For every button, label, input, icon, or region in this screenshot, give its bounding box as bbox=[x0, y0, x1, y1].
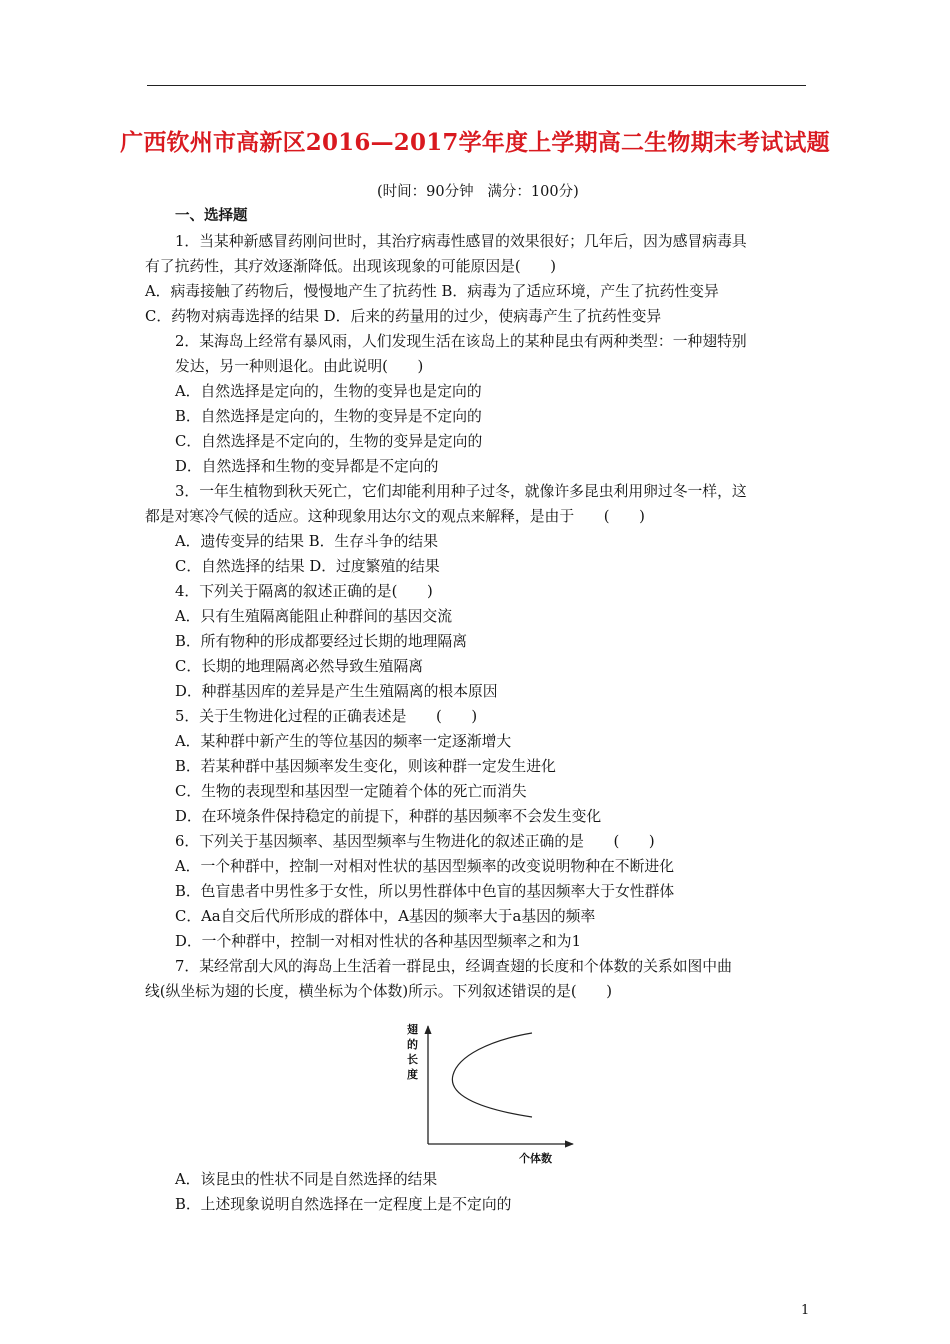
text-line: A．一个种群中，控制一对相对性状的基因型频率的改变说明物种在不断进化 bbox=[175, 858, 674, 875]
question-body-continued bbox=[145, 1167, 813, 1217]
y-axis-label-2: 的 bbox=[407, 1038, 418, 1051]
exam-time-info: (时间：90分钟 满分：100分) bbox=[377, 184, 579, 200]
wing-length-figure bbox=[395, 1018, 595, 1168]
text-line: 线(纵坐标为翅的长度，横坐标为个体数)所示。下列叙述错误的是( ) bbox=[145, 983, 613, 1000]
question-lines bbox=[145, 229, 813, 1004]
y-axis-label-4: 度 bbox=[407, 1068, 418, 1081]
text-line: C．自然选择的结果 D．过度繁殖的结果 bbox=[175, 558, 440, 575]
text-line: C．药物对病毒选择的结果 D．后来的药量用的过少，使病毒产生了抗药性变异 bbox=[145, 308, 662, 325]
x-axis-label: 个体数 bbox=[519, 1152, 552, 1165]
text-line: A．只有生殖隔离能阻止种群间的基因交流 bbox=[175, 608, 453, 625]
distribution-curve bbox=[452, 1033, 532, 1117]
text-line: 都是对寒冷气候的适应。这种现象用达尔文的观点来解释，是由于 ( ) bbox=[145, 508, 645, 525]
text-line: B．色盲患者中男性多于女性，所以男性群体中色盲的基因频率大于女性群体 bbox=[175, 883, 675, 900]
y-axis-label-1: 翅 bbox=[407, 1023, 418, 1036]
text-line: C．生物的表现型和基因型一定随着个体的死亡而消失 bbox=[175, 783, 527, 800]
text-line: 有了抗药性，其疗效逐渐降低。出现该现象的可能原因是( ) bbox=[145, 258, 557, 275]
text-line: A．某种群中新产生的等位基因的频率一定逐渐增大 bbox=[175, 733, 512, 750]
text-line: B．自然选择是定向的，生物的变异是不定向的 bbox=[175, 408, 482, 425]
text-line: 2．某海岛上经常有暴风雨，人们发现生活在该岛上的某种昆虫有两种类型：一种翅特别 bbox=[175, 333, 747, 350]
text-line: C．长期的地理隔离必然导致生殖隔离 bbox=[175, 658, 424, 675]
text-line: A．病毒接触了药物后，慢慢地产生了抗药性 B．病毒为了适应环境，产生了抗药性变异 bbox=[145, 283, 719, 300]
text-line: C．Aa自交后代所形成的群体中，A基因的频率大于a基因的频率 bbox=[175, 908, 596, 925]
text-line: B．所有物种的形成都要经过长期的地理隔离 bbox=[175, 633, 468, 650]
text-line: 5．关于生物进化过程的正确表述是 ( ) bbox=[175, 708, 478, 725]
text-line: 7．某经常刮大风的海岛上生活着一群昆虫，经调查翅的长度和个体数的关系如图中曲 bbox=[175, 958, 732, 975]
section-heading: 一、选择题 bbox=[175, 208, 248, 224]
page-title: 广西钦州市高新区2016—2017学年度上学期高二生物期末考试试题 bbox=[120, 129, 830, 156]
text-line: B．上述现象说明自然选择在一定程度上是不定向的 bbox=[175, 1196, 512, 1213]
header-rule bbox=[147, 85, 806, 86]
text-line: 发达，另一种则退化。由此说明( ) bbox=[175, 358, 424, 375]
text-line: 6．下列关于基因频率、基因型频率与生物进化的叙述正确的是 ( ) bbox=[175, 833, 655, 850]
text-line: 3．一年生植物到秋天死亡，它们却能利用种子过冬，就像许多昆虫利用卵过冬一样，这 bbox=[175, 483, 747, 500]
text-line: 4．下列关于隔离的叙述正确的是( ) bbox=[175, 583, 433, 600]
y-axis-label-3: 长 bbox=[407, 1053, 418, 1066]
question-lines-bottom bbox=[145, 1167, 813, 1217]
text-line: D．一个种群中，控制一对相对性状的各种基因型频率之和为1 bbox=[175, 933, 581, 950]
text-line: B．若某种群中基因频率发生变化，则该种群一定发生进化 bbox=[175, 758, 556, 775]
text-line: D．在环境条件保持稳定的前提下，种群的基因频率不会发生变化 bbox=[175, 808, 602, 825]
text-line: C．自然选择是不定向的，生物的变异是定向的 bbox=[175, 433, 483, 450]
text-line: D．自然选择和生物的变异都是不定向的 bbox=[175, 458, 439, 475]
text-line: 1．当某种新感冒药刚问世时，其治疗病毒性感冒的效果很好；几年后，因为感冒病毒具 bbox=[175, 233, 747, 250]
text-line: A．遗传变异的结果 B．生存斗争的结果 bbox=[175, 533, 439, 550]
text-line: A．自然选择是定向的，生物的变异也是定向的 bbox=[175, 383, 482, 400]
text-line: D．种群基因库的差异是产生生殖隔离的根本原因 bbox=[175, 683, 498, 700]
text-line: A．该昆虫的性状不同是自然选择的结果 bbox=[175, 1171, 438, 1188]
page-number: 1 bbox=[801, 1303, 810, 1318]
question-body bbox=[145, 204, 813, 1004]
